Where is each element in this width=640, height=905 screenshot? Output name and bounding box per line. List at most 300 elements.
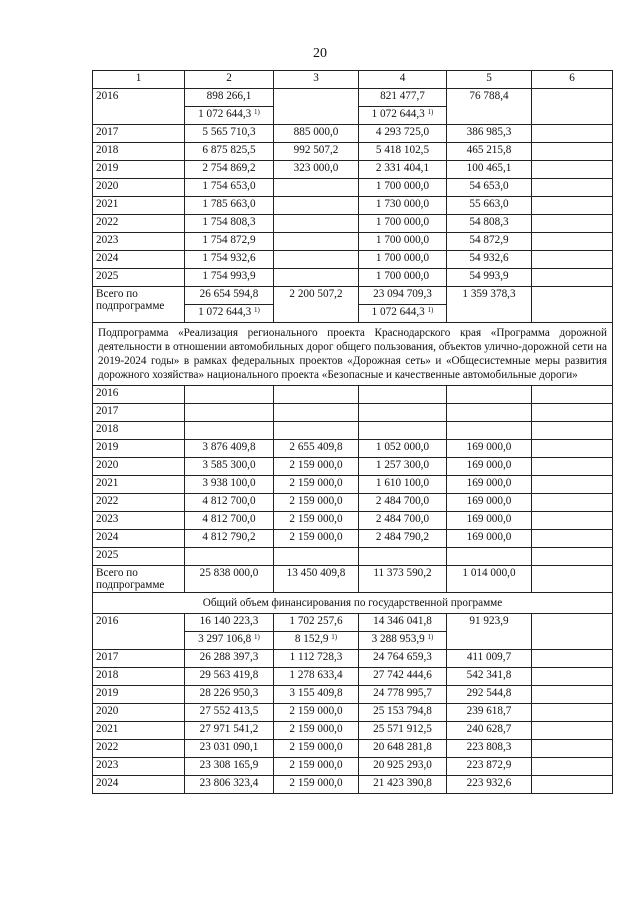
value-cell (359, 758, 447, 776)
empty-cell (532, 440, 613, 458)
empty-cell (532, 512, 613, 530)
value-cell (359, 404, 447, 422)
footnoted-value-cell (185, 632, 274, 650)
value-cell-text: 54 932,6 (469, 252, 509, 264)
year-cell (93, 197, 185, 215)
value-cell-text: 4 812 700,0 (202, 495, 256, 507)
total-label (93, 287, 185, 323)
overall-title-row (93, 593, 613, 614)
value-cell-text: 28 226 950,3 (199, 687, 259, 699)
value-cell (447, 386, 532, 404)
year-cell (93, 458, 185, 476)
value-cell (447, 530, 532, 548)
table-row (93, 650, 613, 668)
value-cell-text: 3 585 300,0 (202, 459, 256, 471)
year-cell-text: 2016 (96, 90, 119, 102)
value-cell (185, 722, 274, 740)
year-cell-text: 2018 (96, 669, 119, 681)
value-cell (359, 458, 447, 476)
value-cell (447, 125, 532, 143)
value-cell (447, 668, 532, 686)
year-cell (93, 125, 185, 143)
value-cell (274, 440, 359, 458)
value-cell (185, 215, 274, 233)
value-cell-text: 2 484 700,0 (375, 513, 430, 525)
empty-cell (532, 386, 613, 404)
value-cell (447, 512, 532, 530)
value-cell (359, 548, 447, 566)
empty-cell (532, 422, 613, 440)
value-cell-text: 1 754 872,9 (202, 234, 256, 246)
value-cell (359, 422, 447, 440)
value-cell-text: 54 993,9 (469, 270, 509, 282)
table-row (93, 440, 613, 458)
footnote-marker: 1) (427, 306, 434, 314)
empty-cell (532, 548, 613, 566)
table-row (93, 404, 613, 422)
value-cell-text: 54 653,0 (469, 180, 509, 192)
year-cell-text: 2018 (96, 144, 119, 156)
year-cell-text: 2023 (96, 234, 119, 246)
empty-cell (532, 161, 613, 179)
value-cell-text: 1 754 808,3 (202, 216, 256, 228)
value-cell (359, 179, 447, 197)
year-cell-text: 2023 (96, 513, 119, 525)
year-cell (93, 704, 185, 722)
value-cell-text: 1 700 000,0 (375, 180, 430, 192)
value-cell (359, 161, 447, 179)
value-cell-text: 223 932,6 (466, 777, 512, 789)
value-cell (185, 89, 274, 107)
value-cell (447, 776, 532, 794)
value-cell-text: 1 112 728,3 (289, 651, 343, 663)
value-cell (274, 269, 359, 287)
table-row (93, 143, 613, 161)
value-cell (274, 422, 359, 440)
empty-cell (532, 566, 613, 593)
year-cell (93, 422, 185, 440)
empty-cell (532, 776, 613, 794)
year-cell (93, 686, 185, 704)
value-cell (359, 704, 447, 722)
value-cell-text: 16 140 223,3 (199, 615, 259, 627)
value-cell-text: 14 346 041,8 (373, 615, 432, 627)
value-cell (274, 758, 359, 776)
table-row (93, 197, 613, 215)
footnote-marker: 1) (427, 633, 434, 641)
value-cell (185, 422, 274, 440)
value-cell-text: 2 159 000,0 (289, 777, 343, 789)
value-cell-text: 23 031 090,1 (199, 741, 259, 753)
value-cell (185, 386, 274, 404)
value-cell-text: 323 000,0 (293, 162, 339, 174)
year-cell-text: 2021 (96, 477, 119, 489)
value-cell (185, 458, 274, 476)
total-value-cell-text: 25 838 000,0 (199, 567, 259, 579)
value-cell (274, 179, 359, 197)
value-cell-text: 2 754 869,2 (202, 162, 256, 174)
value-cell-text: 3 155 409,8 (289, 687, 343, 699)
overall-financing-title (93, 593, 613, 614)
value-cell (185, 197, 274, 215)
year-cell (93, 650, 185, 668)
value-cell (274, 704, 359, 722)
year-cell (93, 161, 185, 179)
value-cell (274, 125, 359, 143)
column-header-2 (185, 71, 274, 89)
value-cell (185, 740, 274, 758)
value-cell-text: 2 159 000,0 (289, 531, 343, 543)
column-header-2-text: 2 (226, 72, 232, 84)
year-cell (93, 89, 185, 125)
total-label (93, 566, 185, 593)
footnoted-value-cell-text: 1 072 644,3 (198, 108, 252, 120)
value-cell-text: 54 808,3 (469, 216, 509, 228)
value-cell-text: 3 876 409,8 (202, 441, 256, 453)
value-cell-text: 169 000,0 (466, 477, 512, 489)
value-cell-text: 1 730 000,0 (375, 198, 430, 210)
footnoted-total-cell (359, 305, 447, 323)
value-cell-text: 223 872,9 (466, 759, 512, 771)
empty-cell (532, 197, 613, 215)
value-cell-text: 1 700 000,0 (375, 252, 430, 264)
value-cell-text: 169 000,0 (466, 531, 512, 543)
value-cell (359, 233, 447, 251)
year-cell-text: 2020 (96, 459, 119, 471)
empty-cell (532, 233, 613, 251)
value-cell (447, 89, 532, 125)
year-cell-text: 2024 (96, 252, 119, 264)
footnoted-value-cell-text: 8 152,9 (294, 633, 329, 645)
value-cell (359, 197, 447, 215)
footnoted-value-cell (359, 107, 447, 125)
value-cell (359, 125, 447, 143)
value-cell-text: 1 700 000,0 (375, 216, 430, 228)
value-cell-text: 223 808,3 (466, 741, 512, 753)
value-cell-text: 25 571 912,5 (373, 723, 432, 735)
value-cell (274, 686, 359, 704)
value-cell (274, 404, 359, 422)
value-cell-text: 821 477,7 (380, 90, 425, 102)
table-row (93, 179, 613, 197)
value-cell-text: 2 159 000,0 (289, 477, 343, 489)
value-cell-text: 239 618,7 (466, 705, 512, 717)
value-cell (274, 512, 359, 530)
year-cell (93, 269, 185, 287)
value-cell-text: 20 648 281,8 (373, 741, 432, 753)
table-row (93, 686, 613, 704)
footnote-marker: 1) (254, 633, 260, 641)
value-cell (274, 251, 359, 269)
value-cell (359, 776, 447, 794)
total-label-text: Всего по подпрограмме (96, 288, 165, 312)
total-value-cell (447, 566, 532, 593)
value-cell (447, 614, 532, 650)
table-row (93, 722, 613, 740)
total-value-cell (447, 287, 532, 323)
table-row (93, 758, 613, 776)
value-cell (185, 476, 274, 494)
value-cell-text: 1 700 000,0 (375, 234, 430, 246)
value-cell (447, 215, 532, 233)
value-cell-text: 27 742 444,6 (373, 669, 432, 681)
year-cell-text: 2019 (96, 441, 119, 453)
footnoted-value-cell-text: 3 288 953,9 (371, 633, 425, 645)
value-cell (185, 614, 274, 632)
empty-cell (532, 530, 613, 548)
financing-table-body (93, 71, 613, 794)
value-cell (447, 740, 532, 758)
value-cell-text: 169 000,0 (466, 441, 512, 453)
year-cell-text: 2016 (96, 615, 119, 627)
value-cell (359, 494, 447, 512)
value-cell (359, 440, 447, 458)
year-cell (93, 386, 185, 404)
value-cell-text: 23 806 323,4 (199, 777, 259, 789)
value-cell (185, 548, 274, 566)
year-cell-text: 2020 (96, 180, 119, 192)
footnote-marker: 1) (331, 633, 338, 641)
table-row (93, 776, 613, 794)
value-cell (447, 494, 532, 512)
value-cell-text: 1 278 633,4 (289, 669, 343, 681)
table-row (93, 614, 613, 632)
table-header-row (93, 71, 613, 89)
value-cell (185, 758, 274, 776)
value-cell-text: 4 812 790,2 (202, 531, 256, 543)
value-cell (185, 512, 274, 530)
value-cell-text: 2 159 000,0 (289, 723, 343, 735)
table-row (93, 386, 613, 404)
value-cell-text: 465 215,8 (466, 144, 512, 156)
value-cell (185, 704, 274, 722)
value-cell (447, 476, 532, 494)
column-header-3-text: 3 (313, 72, 319, 84)
table-row (93, 458, 613, 476)
column-header-4 (359, 71, 447, 89)
year-cell-text: 2019 (96, 162, 119, 174)
footnoted-value-cell (274, 632, 359, 650)
value-cell (359, 722, 447, 740)
value-cell (359, 686, 447, 704)
value-cell (447, 233, 532, 251)
value-cell (274, 161, 359, 179)
value-cell (274, 197, 359, 215)
value-cell (359, 476, 447, 494)
year-cell (93, 476, 185, 494)
value-cell (359, 740, 447, 758)
value-cell-text: 2 159 000,0 (289, 495, 343, 507)
value-cell-text: 91 923,9 (469, 615, 509, 627)
empty-cell (532, 179, 613, 197)
value-cell-text: 4 812 700,0 (202, 513, 256, 525)
value-cell-text: 992 507,2 (293, 144, 339, 156)
total-value-cell-text: 23 094 709,3 (373, 288, 432, 300)
value-cell (274, 530, 359, 548)
year-cell (93, 722, 185, 740)
value-cell-text: 1 257 300,0 (375, 459, 430, 471)
column-header-1 (93, 71, 185, 89)
value-cell (274, 776, 359, 794)
value-cell (274, 548, 359, 566)
year-cell (93, 548, 185, 566)
value-cell (274, 233, 359, 251)
empty-cell (532, 215, 613, 233)
empty-cell (532, 686, 613, 704)
empty-cell (532, 476, 613, 494)
value-cell-text: 100 465,1 (466, 162, 512, 174)
value-cell (274, 386, 359, 404)
value-cell (274, 494, 359, 512)
table-row (93, 215, 613, 233)
table-row (93, 161, 613, 179)
value-cell-text: 1 052 000,0 (375, 441, 430, 453)
empty-cell (532, 668, 613, 686)
value-cell-text: 885 000,0 (293, 126, 339, 138)
value-cell-text: 169 000,0 (466, 513, 512, 525)
value-cell-text: 2 159 000,0 (289, 705, 343, 717)
value-cell-text: 2 159 000,0 (289, 741, 343, 753)
value-cell (447, 161, 532, 179)
value-cell-text: 1 754 932,6 (202, 252, 256, 264)
year-cell (93, 530, 185, 548)
empty-cell (532, 269, 613, 287)
footnoted-value-cell (359, 632, 447, 650)
year-cell (93, 776, 185, 794)
value-cell-text: 240 628,7 (466, 723, 512, 735)
value-cell (359, 512, 447, 530)
footnoted-total-cell-text: 1 072 644,3 (198, 306, 252, 318)
value-cell (185, 233, 274, 251)
table-row (93, 422, 613, 440)
total-label-text: Всего по подпрограмме (96, 567, 165, 591)
value-cell-text: 55 663,0 (469, 198, 509, 210)
value-cell-text: 1 785 663,0 (202, 198, 256, 210)
value-cell (274, 722, 359, 740)
empty-cell (532, 458, 613, 476)
year-cell (93, 614, 185, 650)
value-cell (447, 722, 532, 740)
total-value-cell-text: 13 450 409,8 (286, 567, 346, 579)
value-cell (274, 458, 359, 476)
empty-cell (532, 494, 613, 512)
footnoted-value-cell (185, 107, 274, 125)
value-cell-text: 5 418 102,5 (375, 144, 430, 156)
value-cell (185, 440, 274, 458)
total-value-cell (185, 566, 274, 593)
value-cell-text: 1 754 993,9 (202, 270, 256, 282)
table-row (93, 530, 613, 548)
empty-cell (532, 758, 613, 776)
value-cell-text: 1 702 257,6 (289, 615, 343, 627)
value-cell (359, 269, 447, 287)
value-cell (185, 143, 274, 161)
value-cell (359, 668, 447, 686)
footnote-marker: 1) (254, 108, 260, 116)
empty-cell (532, 740, 613, 758)
value-cell (274, 89, 359, 125)
value-cell-text: 2 331 404,1 (375, 162, 430, 174)
value-cell-text: 27 971 541,2 (199, 723, 259, 735)
column-header-6 (532, 71, 613, 89)
value-cell (359, 530, 447, 548)
value-cell-text: 2 655 409,8 (289, 441, 343, 453)
value-cell (359, 143, 447, 161)
empty-cell (532, 143, 613, 161)
value-cell (447, 422, 532, 440)
year-cell (93, 758, 185, 776)
empty-cell (532, 704, 613, 722)
year-cell (93, 740, 185, 758)
value-cell (359, 650, 447, 668)
total-value-cell-text: 11 373 590,2 (373, 567, 432, 579)
value-cell (447, 458, 532, 476)
table-row (93, 512, 613, 530)
year-cell (93, 668, 185, 686)
year-cell-text: 2019 (96, 687, 119, 699)
value-cell-text: 898 266,1 (206, 90, 252, 102)
value-cell (274, 668, 359, 686)
year-cell-text: 2017 (96, 651, 119, 663)
value-cell (185, 686, 274, 704)
value-cell (185, 125, 274, 143)
value-cell (185, 494, 274, 512)
footnoted-total-cell-text: 1 072 644,3 (371, 306, 425, 318)
table-row (93, 704, 613, 722)
year-cell-text: 2016 (96, 387, 119, 399)
total-value-cell-text: 2 200 507,2 (289, 288, 343, 300)
year-cell-text: 2022 (96, 216, 119, 228)
value-cell (447, 704, 532, 722)
year-cell (93, 512, 185, 530)
value-cell-text: 6 875 825,5 (202, 144, 256, 156)
value-cell-text: 23 308 165,9 (199, 759, 259, 771)
value-cell-text: 20 925 293,0 (373, 759, 432, 771)
value-cell (447, 179, 532, 197)
year-cell-text: 2017 (96, 405, 119, 417)
column-header-5 (447, 71, 532, 89)
empty-cell (532, 251, 613, 269)
table-row (93, 269, 613, 287)
value-cell (185, 251, 274, 269)
value-cell-text: 2 484 790,2 (375, 531, 430, 543)
total-value-cell (359, 566, 447, 593)
value-cell-text: 1 610 100,0 (375, 477, 430, 489)
table-row (93, 494, 613, 512)
value-cell (274, 476, 359, 494)
value-cell-text: 25 153 794,8 (373, 705, 432, 717)
total-value-cell-text: 1 359 378,3 (462, 288, 516, 300)
value-cell-text: 5 565 710,3 (202, 126, 256, 138)
year-cell-text: 2023 (96, 759, 119, 771)
value-cell-text: 26 288 397,3 (199, 651, 259, 663)
value-cell (447, 143, 532, 161)
empty-cell (532, 404, 613, 422)
value-cell-text: 54 872,9 (469, 234, 509, 246)
value-cell (274, 215, 359, 233)
value-cell-text: 169 000,0 (466, 495, 512, 507)
value-cell-text: 1 700 000,0 (375, 270, 430, 282)
value-cell (185, 668, 274, 686)
value-cell (359, 89, 447, 107)
financing-table (92, 70, 613, 794)
overall-financing-title-text: Общий объем финансирования по государственной программе (202, 597, 503, 609)
year-cell (93, 404, 185, 422)
value-cell (359, 251, 447, 269)
year-cell (93, 215, 185, 233)
year-cell (93, 179, 185, 197)
value-cell-text: 21 423 390,8 (373, 777, 432, 789)
